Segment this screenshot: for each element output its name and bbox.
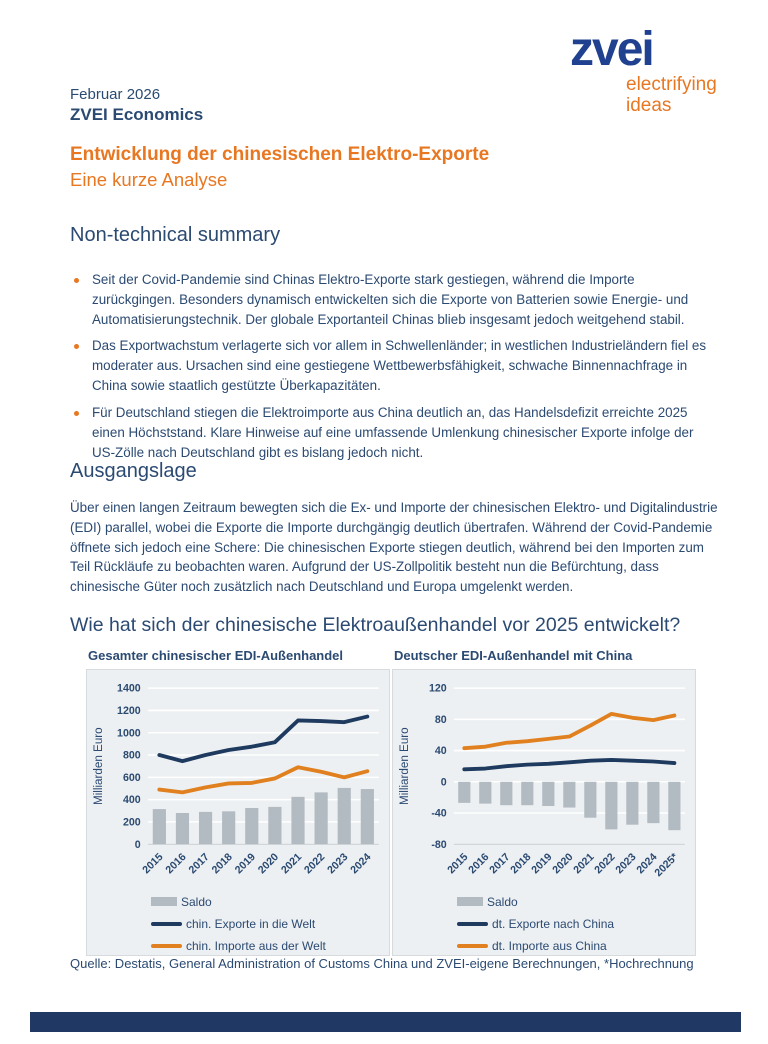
- svg-text:-80: -80: [431, 838, 447, 851]
- legend-item: [151, 917, 387, 931]
- svg-text:2020: 2020: [255, 851, 282, 877]
- footer-bar: [30, 1012, 741, 1032]
- svg-text:2022: 2022: [592, 851, 618, 877]
- chart-title: Deutscher EDI-Außenhandel mit China: [394, 648, 633, 663]
- charts-row: [86, 648, 696, 956]
- chart-title: Gesamter chinesischer EDI-Außenhandel: [88, 648, 344, 663]
- legend-item: [457, 895, 693, 909]
- legend-swatch-line: [457, 944, 488, 948]
- bullet-text: Seit der Covid-Pandemie sind Chinas Elektro-Exporte stark gestiegen, während die Importe zurückgingen. Besonders dynamisch entwickelten sich die Exporte von Batterien sowie Energie- und Automatisierungstechnik. Der globale Exportanteil Chinas blieb insgesamt jedoch weitgehend stabil.: [92, 272, 689, 327]
- svg-text:2016: 2016: [163, 851, 189, 877]
- chart-panel: [86, 669, 390, 956]
- summary-bullet-list: [70, 270, 712, 469]
- list-item: [70, 336, 712, 395]
- svg-text:80: 80: [434, 713, 447, 726]
- bullet-icon: [74, 344, 79, 349]
- bullet-text: Das Exportwachstum verlagerte sich vor allem in Schwellenländer; in westlichen Industrieländern fiel es moderater aus. Ursachen sind eine gestiegene Wettbewerbsfähigkeit, schwache Binnennachfrage in China sowie staatlich gestützte Überkapazitäten.: [92, 338, 707, 394]
- svg-text:Milliarden Euro: Milliarden Euro: [398, 727, 412, 805]
- svg-text:2017: 2017: [487, 851, 513, 877]
- legend-label: Saldo: [181, 894, 212, 909]
- zvei-tagline-line2: ideas: [626, 94, 672, 116]
- svg-text:200: 200: [122, 816, 141, 829]
- legend-swatch-bar: [151, 897, 177, 906]
- bullet-icon: [74, 278, 79, 283]
- svg-text:1200: 1200: [117, 704, 141, 717]
- svg-text:120: 120: [428, 682, 447, 695]
- svg-text:2019: 2019: [232, 851, 258, 877]
- charts-section-heading: Wie hat sich der chinesische Elektroaußenhandel vor 2025 entwickelt?: [70, 614, 681, 636]
- date-kicker: Februar 2026: [70, 86, 161, 103]
- svg-text:2023: 2023: [613, 851, 639, 877]
- legend-label: Saldo: [487, 894, 518, 909]
- svg-text:400: 400: [122, 794, 141, 807]
- zvei-tagline: [626, 75, 717, 117]
- svg-text:40: 40: [434, 745, 447, 758]
- bullet-icon: [74, 411, 79, 416]
- svg-text:Milliarden Euro: Milliarden Euro: [92, 727, 106, 805]
- chart-panel: [392, 669, 696, 956]
- svg-text:2018: 2018: [209, 851, 235, 877]
- legend-swatch-line: [151, 944, 182, 948]
- legend-item: [151, 895, 387, 909]
- svg-text:1400: 1400: [117, 682, 141, 695]
- svg-text:2015: 2015: [140, 851, 166, 877]
- chart-canvas: [395, 678, 693, 891]
- svg-text:0: 0: [440, 776, 447, 789]
- document-title: Entwicklung der chinesischen Elektro-Exporte: [70, 144, 490, 165]
- legend-item: [457, 917, 693, 931]
- legend-label: dt. Exporte nach China: [492, 916, 615, 931]
- svg-text:2017: 2017: [186, 851, 212, 877]
- summary-heading: Non-technical summary: [70, 224, 281, 246]
- list-item: [70, 403, 712, 462]
- svg-text:2015: 2015: [445, 851, 471, 877]
- svg-text:2016: 2016: [466, 851, 492, 877]
- svg-text:2020: 2020: [550, 851, 576, 877]
- source-note: Quelle: Destatis, General Administration of Customs China und ZVEI-eigene Berechnungen, *Hochrechnung: [70, 956, 694, 971]
- svg-text:2024: 2024: [634, 851, 660, 877]
- chart-legend: [457, 895, 693, 953]
- header-block: [70, 86, 203, 125]
- svg-text:-40: -40: [431, 807, 447, 820]
- svg-text:2022: 2022: [302, 851, 328, 877]
- zvei-logo: [570, 23, 717, 117]
- svg-text:2021: 2021: [278, 851, 305, 877]
- zvei-tagline-line1: electrifying: [626, 74, 717, 95]
- chart-canvas: [89, 678, 387, 891]
- chart-china-world: [86, 648, 390, 956]
- chart-legend: [151, 895, 387, 953]
- svg-text:2024: 2024: [348, 851, 374, 877]
- publisher-name: ZVEI Economics: [70, 105, 204, 124]
- svg-text:600: 600: [122, 771, 141, 784]
- svg-text:2018: 2018: [508, 851, 534, 877]
- svg-text:1000: 1000: [117, 727, 141, 740]
- bullet-text: Für Deutschland stiegen die Elektroimporte aus China deutlich an, das Handelsdefizit erreichte 2025 einen Höchststand. Klare Hinweise auf eine umfassende Umlenkung chinesischer Exporte infolge der US-Zölle nach Deutschland gibt es bislang jedoch nicht.: [92, 404, 694, 460]
- legend-label: chin. Exporte in die Welt: [186, 916, 316, 931]
- legend-label: dt. Importe aus China: [492, 938, 607, 953]
- svg-text:2019: 2019: [529, 851, 555, 877]
- legend-item: [457, 939, 693, 953]
- zvei-wordmark: zvei: [570, 23, 653, 76]
- svg-text:0: 0: [134, 838, 141, 851]
- svg-text:800: 800: [122, 749, 141, 762]
- ausgangslage-heading: Ausgangslage: [70, 460, 197, 482]
- ausgangslage-paragraph: Über einen langen Zeitraum bewegten sich die Ex- und Importe der chinesischen Elektro- und Digitalindustrie (EDI) parallel, wobei die Exporte die Importe durchgängig deutlich übertrafen. Während der Covid-Pandemie öffnete sich jedoch eine Schere: Die chinesischen Exporte stiegen deutlich, während bei den Importen zum Teil Rückläufe zu beobachten waren. Aufgrund der US-Zollpolitik besteht nun die Befürchtung, dass chinesische Güter noch zusätzlich nach Deutschland und Europa umgelenkt werden.: [70, 500, 718, 595]
- legend-swatch-line: [151, 922, 182, 926]
- list-item: [70, 270, 712, 329]
- document-subtitle: Eine kurze Analyse: [70, 169, 228, 190]
- chart-germany-china: [392, 648, 696, 956]
- legend-swatch-bar: [457, 897, 483, 906]
- legend-label: chin. Importe aus der Welt: [186, 938, 326, 953]
- svg-text:2025*: 2025*: [652, 851, 681, 880]
- svg-text:2023: 2023: [325, 851, 351, 877]
- legend-item: [151, 939, 387, 953]
- svg-text:2021: 2021: [571, 851, 597, 877]
- legend-swatch-line: [457, 922, 488, 926]
